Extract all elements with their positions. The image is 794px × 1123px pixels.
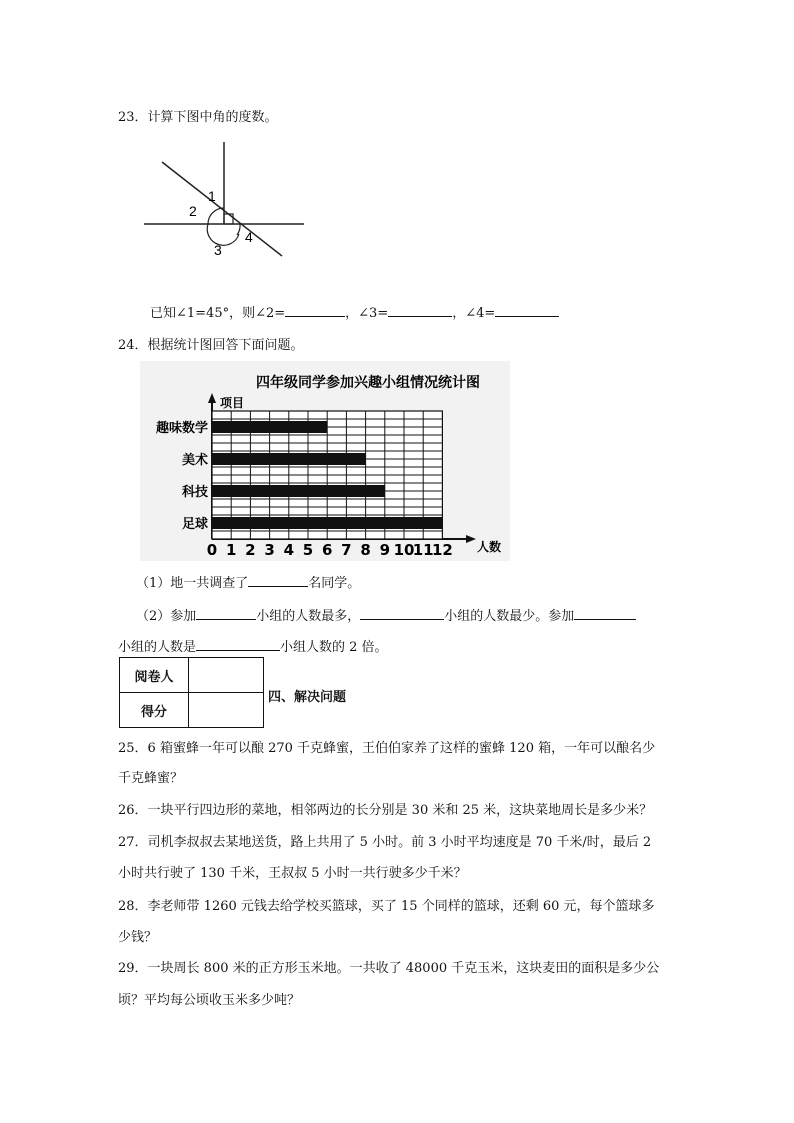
angle-label-3: 3: [214, 242, 222, 258]
right-angle-mark: [224, 214, 233, 224]
q26-line: 26．一块平行四边形的菜地，相邻两边的长分别是 30 米和 25 米，这块菜地周长是多少米？: [118, 803, 653, 818]
bar-0: [212, 421, 327, 433]
q24-sub2-cont: [118, 636, 388, 655]
angle-label-4: 4: [245, 229, 253, 245]
answer-blank-angle2[interactable]: [285, 304, 345, 317]
score-table: [119, 657, 264, 728]
q29-line2: 顷？平均每公顷收玉米多少吨？: [118, 993, 301, 1008]
answer-blank-group-b[interactable]: [196, 638, 280, 651]
q25-line2: 千克蜂蜜？: [118, 771, 184, 786]
y-axis-arrow: [208, 393, 216, 403]
category-label-2: 科技: [181, 485, 208, 500]
tick-label-1: 1: [225, 541, 237, 559]
tick-label-9: 9: [379, 541, 391, 559]
tick-label-11: 11: [412, 541, 434, 559]
score-cell[interactable]: [189, 693, 264, 728]
tick-label-3: 3: [264, 541, 275, 559]
q23-given: 已知∠1=45°，则∠2=: [150, 306, 286, 321]
q23-answer-line: [150, 302, 559, 321]
q24-sub2-text-b: 小组的人数最多，: [256, 609, 361, 624]
category-label-1: 美术: [181, 453, 208, 468]
angle-label-2: 2: [189, 203, 197, 219]
tick-label-12: 12: [431, 541, 453, 559]
tick-label-4: 4: [283, 541, 295, 559]
q24-sub2-text-c: 小组的人数最少。参加: [444, 609, 575, 624]
tick-label-8: 8: [360, 541, 371, 559]
category-label-0: 趣味数学: [155, 421, 208, 436]
q23-title: 23．计算下图中角的度数。: [118, 110, 278, 125]
tick-label-5: 5: [302, 541, 314, 559]
bar-chart: [140, 361, 510, 561]
q24-sub2-text-e: 小组人数的 2 倍。: [280, 640, 388, 655]
answer-blank-angle3[interactable]: [388, 304, 452, 317]
q27-line2: 小时共行驶了 130 千米，王叔叔 5 小时一共行驶多少千米？: [118, 866, 467, 881]
tick-label-6: 6: [321, 541, 333, 559]
chart-category-labels: [156, 420, 208, 532]
section-title: 四、解决问题: [268, 690, 347, 705]
q24-sub1-text-a: （1）地一共调查了: [136, 576, 249, 591]
q29-line1: 29．一块周长 800 米的正方形玉米地。一共收了 48000 千克玉米，这块麦田的面积是多少公: [118, 961, 660, 976]
bar-1: [212, 453, 366, 465]
angle-arc-2: [208, 208, 224, 224]
x-axis-arrow: [466, 535, 476, 543]
y-axis-label: 项目: [220, 396, 245, 410]
q27-line1: 27．司机李叔叔去某地送货，路上共用了 5 小时。前 3 小时平均速度是 70 千米/时，最后 2: [118, 835, 652, 850]
bar-3: [212, 517, 442, 529]
q25-line1: 25．6 箱蜜蜂一年可以酿 270 千克蜂蜜，王伯伯家养了这样的蜜蜂 120 箱，一年可以酿名少: [118, 741, 656, 756]
angle-diagram: [140, 138, 310, 263]
q23-angle3-label: ，∠3=: [345, 306, 389, 321]
answer-blank-group-a[interactable]: [574, 607, 636, 620]
angle-arc-3: [207, 224, 239, 245]
bar-chart-panel: [140, 361, 510, 561]
answer-blank-most[interactable]: [196, 607, 256, 620]
tick-label-10: 10: [393, 541, 415, 559]
angle-arc-4: [237, 224, 240, 235]
tick-label-7: 7: [341, 541, 352, 559]
q24-title: 24．根据统计图回答下面问题。: [118, 338, 304, 353]
chart-tick-labels: [207, 541, 453, 559]
q24-sub1: [136, 572, 360, 591]
bar-2: [212, 485, 385, 497]
q24-sub2: [136, 605, 636, 624]
q28-line1: 28．李老师带 1260 元钱去给学校买篮球，买了 15 个同样的篮球，还剩 60 元，每个篮球多: [118, 899, 655, 914]
score-label: 得分: [120, 693, 189, 728]
chart-title: 四年级同学参加兴趣小组情况统计图: [256, 375, 480, 391]
q24-sub1-text-b: 名同学。: [308, 576, 361, 591]
answer-blank-least[interactable]: [360, 607, 444, 620]
oblique-line: [162, 162, 282, 256]
angle-label-1: 1: [208, 188, 216, 204]
x-axis-label: 人数: [477, 540, 502, 554]
q23-angle4-label: ，∠4=: [452, 306, 496, 321]
q24-sub2-text-d: 小组的人数是: [118, 640, 197, 655]
category-label-3: 足球: [181, 517, 208, 532]
q28-line2: 少钱？: [118, 930, 158, 945]
q24-sub2-text-a: （2）参加: [136, 609, 197, 624]
answer-blank-angle4[interactable]: [495, 304, 559, 317]
grader-label: 阅卷人: [120, 658, 189, 693]
grader-cell[interactable]: [189, 658, 264, 693]
answer-blank-total[interactable]: [248, 574, 308, 587]
tick-label-2: 2: [245, 541, 256, 559]
tick-label-0: 0: [206, 541, 218, 559]
